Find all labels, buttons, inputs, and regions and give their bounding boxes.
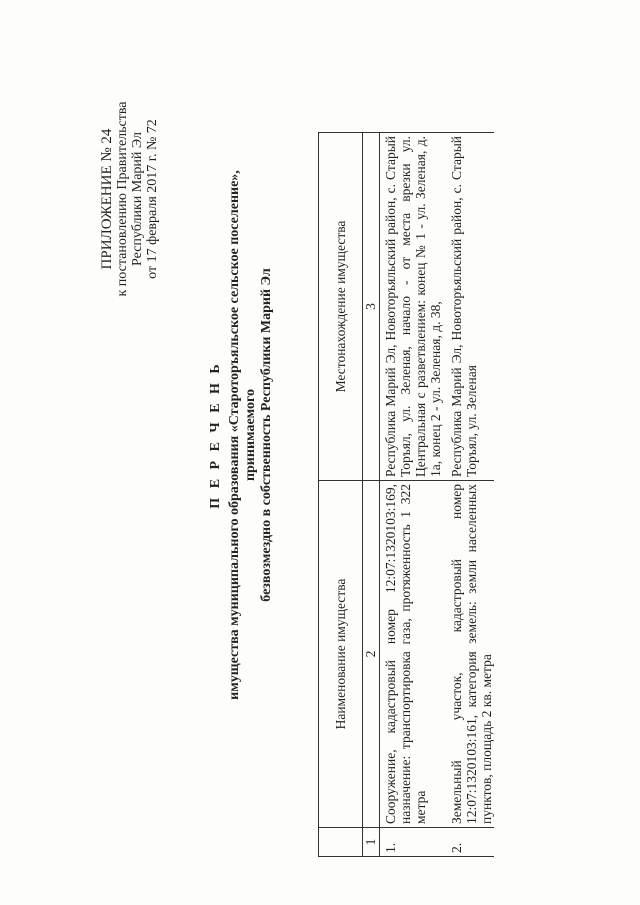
row-property-location: Республика Марий Эл, Новоторъяльский район, с. Старый Торъял, ул. Зеленая [447,133,494,481]
appendix-date: от 17 февраля 2017 г. № 72 [145,119,160,279]
appendix-decree: к постановлению Правительства [115,101,130,297]
row-property-name: Сооружение, кадастровый номер 12:07:1320103:169, назначение: транспортировка газа, протяженность 1 322 метра [380,481,448,828]
table-row [380,133,448,857]
document-title-block [208,135,275,735]
appendix-block [100,49,160,349]
column-number-2: 2 [363,481,380,828]
row-property-name: Земельный участок, кадастровый номер 12:07:1320103:161, категория земель: земли населенных пунктов, площадь 2 кв. метра [447,481,494,828]
document-subtitle-1: имущества муниципального образования «Староторъяльское сельское поселение», принимаемого [227,170,258,700]
row-property-location: Республика Марий Эл, Новоторъяльский район, с. Старый Торъял, ул. Зеленая, начало - от места врезки ул. Центральная с разветвлением: конец № 1 - ул. Зеленая, д. 1а, конец 2 - ул. Зеленая, д. 38, [380,133,448,481]
row-number: 2. [447,828,494,857]
table-header-row [319,133,363,857]
property-table [318,132,494,857]
appendix-republic: Республики Марий Эл [130,132,145,266]
table-row [447,133,494,857]
column-number-3: 3 [363,133,380,481]
document-subtitle-2: безвозмездно в собственность Республики Марий Эл [259,268,274,602]
header-number [319,828,363,857]
row-number: 1. [380,828,448,857]
appendix-title: ПРИЛОЖЕНИЕ № 24 [99,128,115,270]
header-name: Наименование имущества [319,481,363,828]
column-number-1: 1 [363,828,380,857]
header-location: Местонахождение имущества [319,133,363,481]
document-heading: П Е Р Е Ч Е Н Ь [208,361,223,509]
table-column-numbers [363,133,380,857]
